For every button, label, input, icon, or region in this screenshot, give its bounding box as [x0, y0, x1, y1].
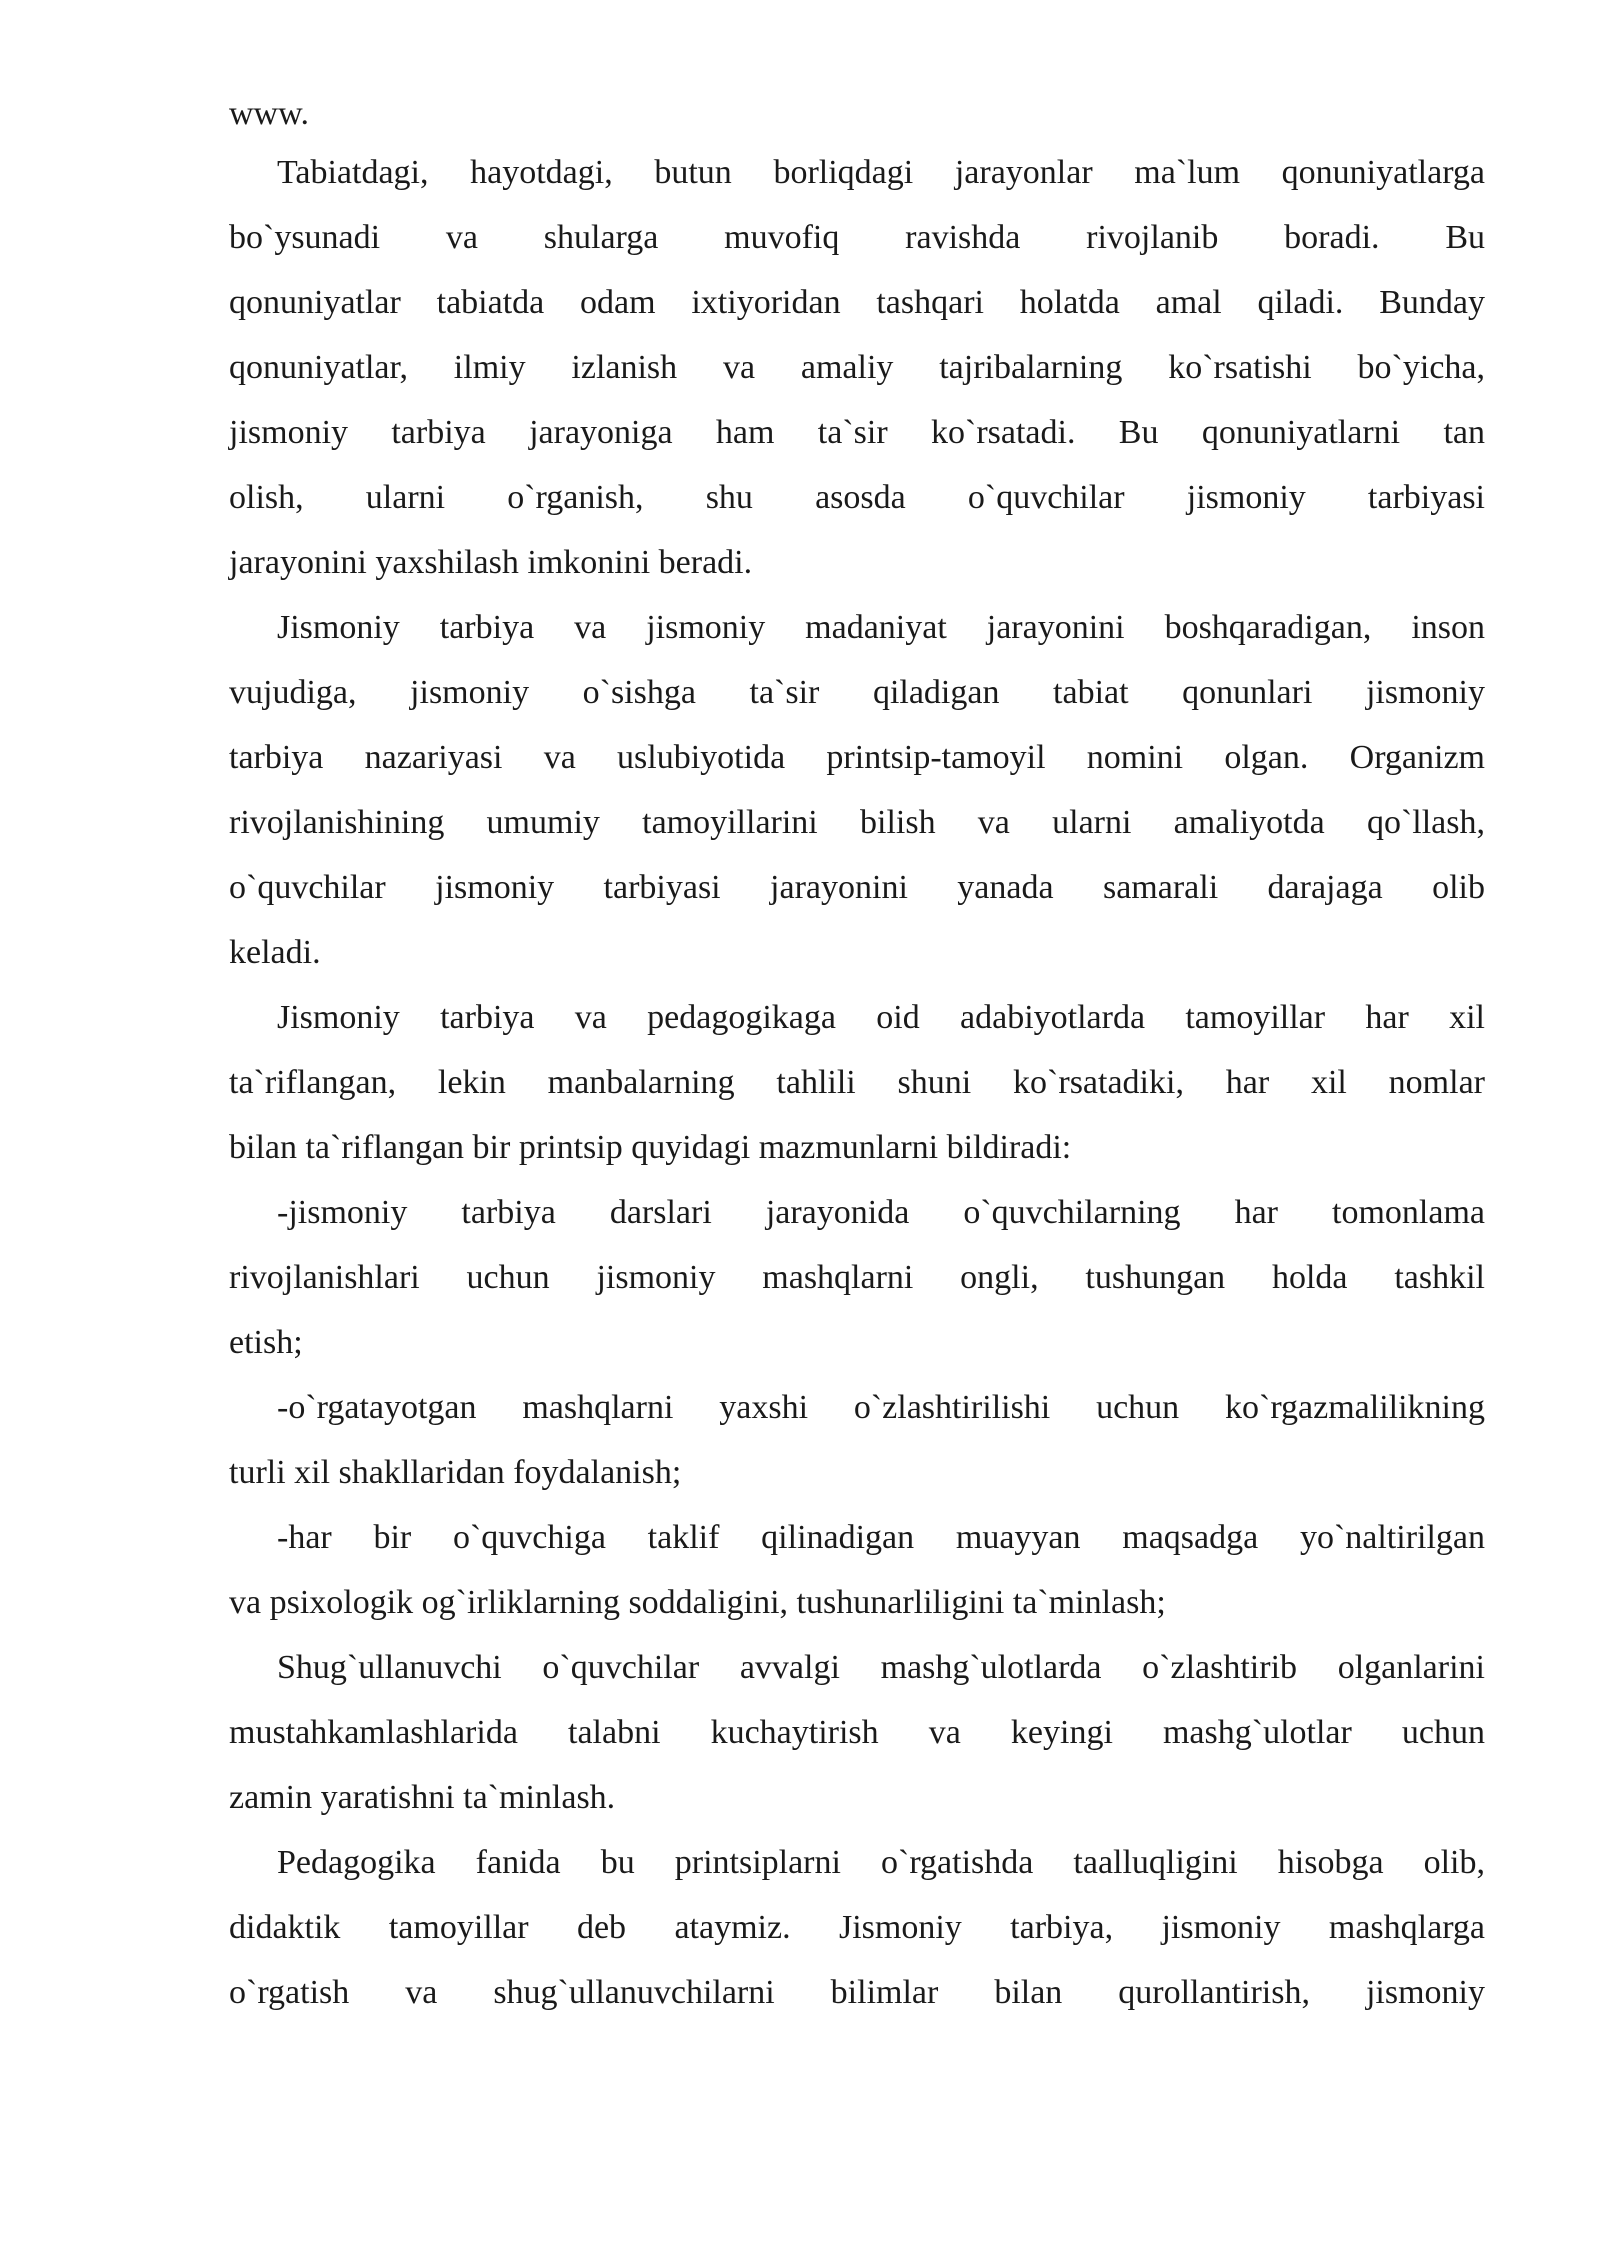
text-line: Tabiatdagi, hayotdagi, butun borliqdagi jarayonlar ma`lum qonuniyatlarga: [277, 154, 1485, 191]
text-line: jismoniy tarbiya jarayoniga ham ta`sir ko`rsatadi. Bu qonuniyatlarni tan: [229, 414, 1485, 451]
text-line: -jismoniy tarbiya darslari jarayonida o`quvchilarning har tomonlama: [277, 1194, 1485, 1231]
text-line: etish;: [229, 1324, 303, 1361]
text-line: qonuniyatlar tabiatda odam ixtiyoridan tashqari holatda amal qiladi. Bunday: [229, 284, 1485, 321]
paragraph: [229, 1375, 1485, 1505]
text-line: vujudiga, jismoniy o`sishga ta`sir qiladigan tabiat qonunlari jismoniy: [229, 674, 1485, 711]
paragraph: [229, 1830, 1485, 2025]
text-line: -o`rgatayotgan mashqlarni yaxshi o`zlashtirilishi uchun ko`rgazmalilikning: [277, 1389, 1485, 1426]
text-line: Jismoniy tarbiya va jismoniy madaniyat jarayonini boshqaradigan, inson: [277, 609, 1485, 646]
text-line: qonuniyatlar, ilmiy izlanish va amaliy tajribalarning ko`rsatishi bo`yicha,: [229, 349, 1485, 386]
text-line: -har bir o`quvchiga taklif qilinadigan muayyan maqsadga yo`naltirilgan: [277, 1519, 1485, 1556]
text-line: zamin yaratishni ta`minlash.: [229, 1779, 616, 1816]
text-line: va psixologik og`irliklarning soddaligini, tushunarliligini ta`minlash;: [229, 1584, 1166, 1621]
paragraph: [229, 595, 1485, 985]
text-line: bilan ta`riflangan bir printsip quyidagi mazmunlarni bildiradi:: [229, 1129, 1072, 1166]
text-line: didaktik tamoyillar deb ataymiz. Jismoniy tarbiya, jismoniy mashqlarga: [229, 1909, 1485, 1946]
paragraph: [229, 1505, 1485, 1635]
text-line: jarayonini yaxshilash imkonini beradi.: [229, 544, 753, 581]
paragraph: [229, 140, 1485, 595]
text-line: o`rgatish va shug`ullanuvchilarni bilimlar bilan qurollantirish, jismoniy: [229, 1974, 1485, 2011]
text-line: ta`riflangan, lekin manbalarning tahlili shuni ko`rsatadiki, har xil nomlar: [229, 1064, 1485, 1101]
text-line: mustahkamlashlarida talabni kuchaytirish va keyingi mashg`ulotlar uchun: [229, 1714, 1485, 1751]
document-page: [229, 88, 1485, 2025]
text-line: bo`ysunadi va shularga muvofiq ravishda rivojlanib boradi. Bu: [229, 219, 1485, 256]
text-line: olish, ularni o`rganish, shu asosda o`quvchilar jismoniy tarbiyasi: [229, 479, 1485, 516]
text-line: rivojlanishlari uchun jismoniy mashqlarni ongli, tushungan holda tashkil: [229, 1259, 1485, 1296]
text-line: tarbiya nazariyasi va uslubiyotida printsip-tamoyil nomini olgan. Organizm: [229, 739, 1485, 776]
paragraph: [229, 1180, 1485, 1375]
text-line: Jismoniy tarbiya va pedagogikaga oid adabiyotlarda tamoyillar har xil: [277, 999, 1485, 1036]
body-text: [229, 140, 1485, 2025]
text-line: Pedagogika fanida bu printsiplarni o`rgatishda taalluqligini hisobga olib,: [277, 1844, 1485, 1881]
paragraph: [229, 985, 1485, 1180]
text-line: Shug`ullanuvchi o`quvchilar avvalgi mashg`ulotlarda o`zlashtirib olganlarini: [277, 1649, 1485, 1686]
text-line: o`quvchilar jismoniy tarbiyasi jarayonini yanada samarali darajaga olib: [229, 869, 1485, 906]
header-text: www.: [229, 95, 309, 132]
text-line: keladi.: [229, 934, 321, 971]
text-line: rivojlanishining umumiy tamoyillarini bilish va ularni amaliyotda qo`llash,: [229, 804, 1485, 841]
paragraph: [229, 1635, 1485, 1830]
text-line: turli xil shakllaridan foydalanish;: [229, 1454, 682, 1491]
